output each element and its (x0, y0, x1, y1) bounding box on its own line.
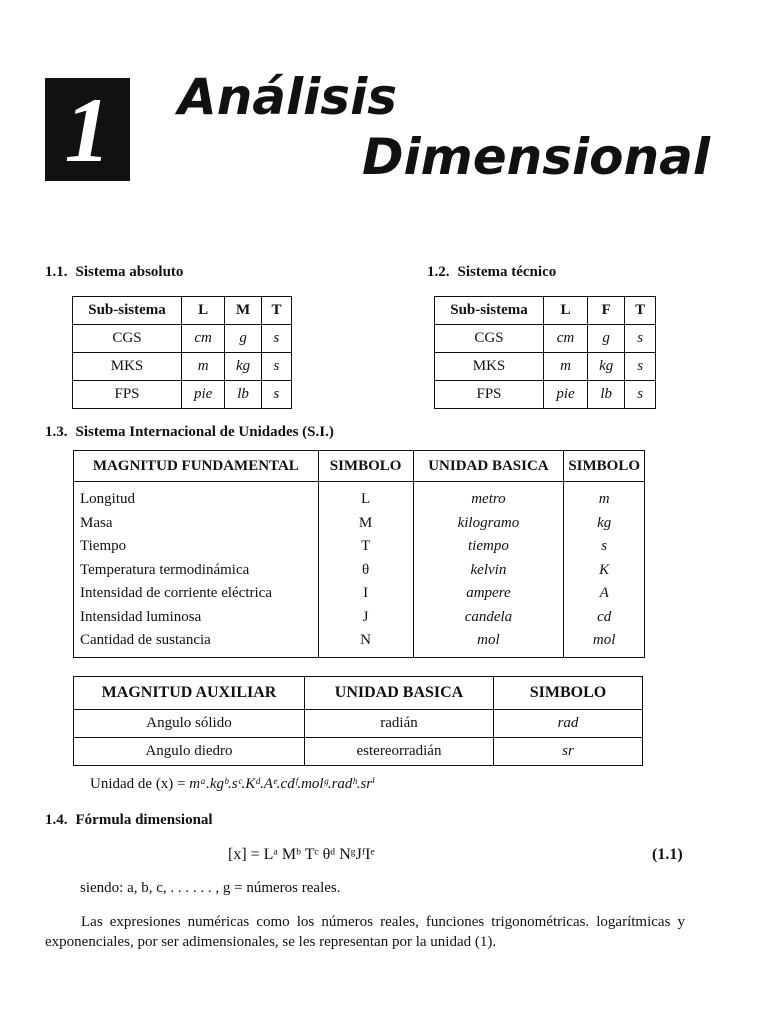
table-header: SIMBOLO (564, 451, 645, 482)
table-row (73, 381, 292, 409)
si-fundamental-table (73, 450, 645, 658)
table-row (74, 582, 645, 606)
section-title: Fórmula dimensional (75, 812, 213, 828)
table-header: SIMBOLO (318, 451, 413, 482)
table-header: MAGNITUD FUNDAMENTAL (74, 451, 319, 482)
table-cell: J (318, 606, 413, 630)
table-cell: T (318, 535, 413, 559)
table-cell: cd (564, 606, 645, 630)
unit-formula-line (90, 774, 375, 793)
table-row (74, 512, 645, 536)
table-header: MAGNITUD AUXILIAR (74, 677, 305, 710)
section-number: 1.4. (45, 812, 68, 828)
table-cell: cm (182, 325, 225, 353)
table-header: L (182, 297, 225, 325)
table-cell: cm (544, 325, 588, 353)
si-auxiliary-table (73, 676, 643, 766)
unit-formula-label: Unidad de (x) = (90, 776, 186, 792)
paragraph: Las expresiones numéricas como los números reales, funciones trigonométricas. logarítmicas y exponenciales, por ser adimensionales, se les representan por la unidad (1). (45, 914, 685, 950)
section-number: 1.2. (427, 264, 450, 280)
table-cell: MKS (435, 353, 544, 381)
table-cell: Longitud (74, 482, 319, 512)
section-1-4-heading (45, 812, 213, 829)
table-header: UNIDAD BASICA (305, 677, 494, 710)
table-cell: Tiempo (74, 535, 319, 559)
table-cell: mol (564, 629, 645, 657)
section-number: 1.1. (45, 264, 68, 280)
table-header: Sub-sistema (73, 297, 182, 325)
table-header: T (625, 297, 656, 325)
table-cell: candela (413, 606, 564, 630)
table-cell: θ (318, 559, 413, 583)
table-row (74, 629, 645, 657)
table-cell: CGS (435, 325, 544, 353)
dimensional-formula: [x] = Lᵃ Mᵇ Tᶜ θᵈ NᵍJᶠIᵉ (228, 846, 375, 863)
table-cell: pie (544, 381, 588, 409)
siendo-line: siendo: a, b, c, . . . . . . , g = números reales. (80, 880, 341, 896)
section-title: Sistema técnico (457, 264, 557, 280)
table-cell: estereorradián (305, 738, 494, 766)
table-row (73, 325, 292, 353)
table-header: Sub-sistema (435, 297, 544, 325)
table-row (74, 559, 645, 583)
table-header: F (588, 297, 625, 325)
table-row (74, 535, 645, 559)
table-header: UNIDAD BASICA (413, 451, 564, 482)
section-title: Sistema Internacional de Unidades (S.I.) (75, 424, 334, 440)
table-cell: s (625, 353, 656, 381)
section-number: 1.3. (45, 424, 68, 440)
table-cell: tiempo (413, 535, 564, 559)
table-cell: Intensidad luminosa (74, 606, 319, 630)
table-cell: sr (494, 738, 643, 766)
table-cell: g (588, 325, 625, 353)
chapter-title-line2: Dimensional (362, 128, 710, 186)
table-cell: Masa (74, 512, 319, 536)
table-cell: ampere (413, 582, 564, 606)
table-header: T (261, 297, 291, 325)
table-header-row (73, 297, 292, 325)
technical-system-table (434, 296, 656, 409)
section-1-2-heading (427, 264, 556, 281)
table-cell: MKS (73, 353, 182, 381)
unit-formula: mᵃ.kgᵇ.sᶜ.Kᵈ.Aᵉ.cdᶠ.molᵍ.radʰ.srⁱ (189, 776, 376, 792)
table-cell: Angulo diedro (74, 738, 305, 766)
section-title: Sistema absoluto (75, 264, 184, 280)
chapter-title-line1: Análisis (178, 68, 397, 126)
table-cell: s (625, 325, 656, 353)
table-cell: Intensidad de corriente eléctrica (74, 582, 319, 606)
table-row (74, 710, 643, 738)
table-cell: Angulo sólido (74, 710, 305, 738)
table-cell: radián (305, 710, 494, 738)
table-row (74, 738, 643, 766)
table-cell: lb (588, 381, 625, 409)
table-header-row (74, 451, 645, 482)
table-cell: CGS (73, 325, 182, 353)
table-row (74, 482, 645, 512)
table-cell: pie (182, 381, 225, 409)
table-cell: m (182, 353, 225, 381)
table-cell: s (625, 381, 656, 409)
table-row (435, 353, 656, 381)
table-cell: s (564, 535, 645, 559)
table-cell: I (318, 582, 413, 606)
table-cell: Temperatura termodinámica (74, 559, 319, 583)
table-cell: s (261, 325, 291, 353)
table-cell: m (564, 482, 645, 512)
chapter-number: 1 (64, 78, 111, 181)
table-cell: FPS (435, 381, 544, 409)
table-cell: kg (588, 353, 625, 381)
table-header: L (544, 297, 588, 325)
equation-number: (1.1) (652, 846, 683, 863)
table-header: SIMBOLO (494, 677, 643, 710)
chapter-number-badge (45, 78, 130, 181)
table-header-row (74, 677, 643, 710)
table-cell: A (564, 582, 645, 606)
table-cell: kilogramo (413, 512, 564, 536)
table-cell: N (318, 629, 413, 657)
table-cell: kg (225, 353, 262, 381)
table-cell: kg (564, 512, 645, 536)
table-row (73, 353, 292, 381)
table-cell: metro (413, 482, 564, 512)
table-cell: mol (413, 629, 564, 657)
table-cell: lb (225, 381, 262, 409)
table-header-row (435, 297, 656, 325)
table-cell: kelvin (413, 559, 564, 583)
table-cell: s (261, 353, 291, 381)
table-cell: g (225, 325, 262, 353)
table-row (435, 325, 656, 353)
table-header: M (225, 297, 262, 325)
section-1-1-heading (45, 264, 183, 281)
section-1-3-heading (45, 424, 334, 441)
table-row (74, 606, 645, 630)
table-cell: s (261, 381, 291, 409)
absolute-system-table (72, 296, 292, 409)
table-cell: K (564, 559, 645, 583)
table-cell: Cantidad de sustancia (74, 629, 319, 657)
table-row (435, 381, 656, 409)
table-cell: m (544, 353, 588, 381)
table-cell: M (318, 512, 413, 536)
table-cell: rad (494, 710, 643, 738)
table-cell: L (318, 482, 413, 512)
table-cell: FPS (73, 381, 182, 409)
